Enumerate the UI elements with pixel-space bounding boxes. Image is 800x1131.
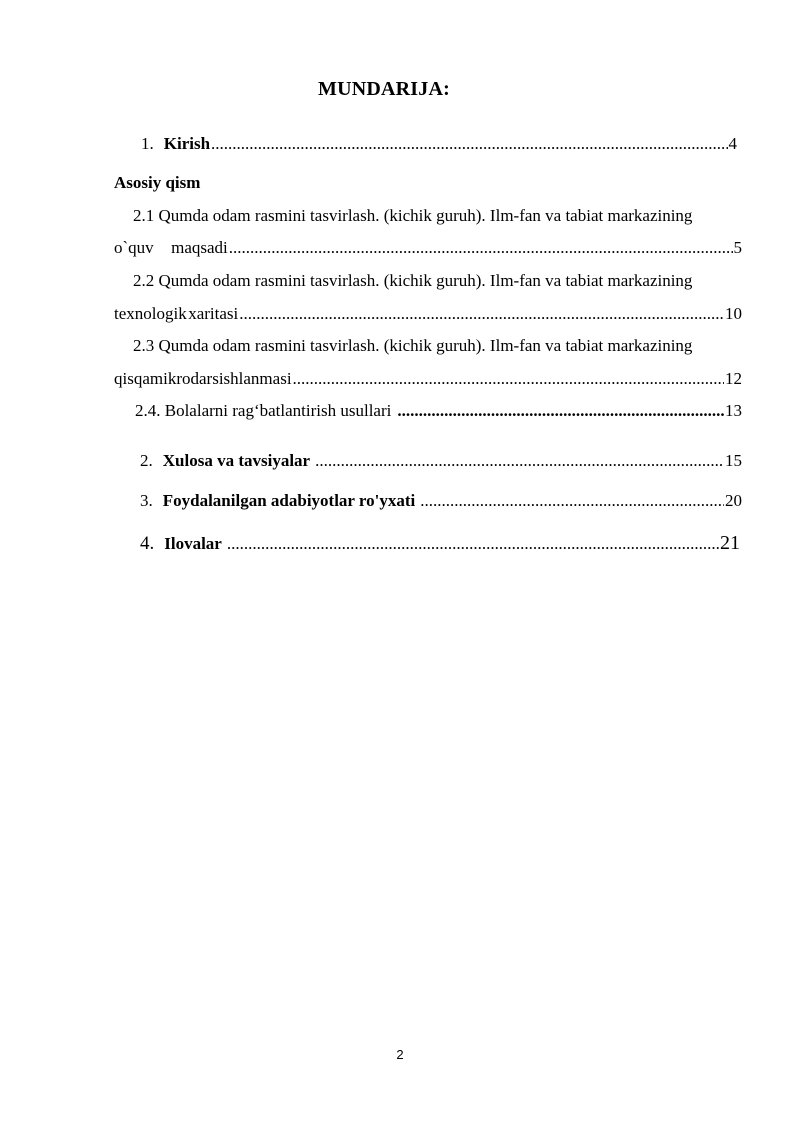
toc-sub-3-word-a: qisqamikrodars (114, 369, 219, 388)
toc-item-page: 20 (725, 491, 742, 510)
toc-sub-3-line1 (133, 336, 742, 356)
toc-sub-1-text: 2.1 Qumda odam rasmini tasvirlash. (kichik guruh). Ilm-fan va tabiat markazining (133, 206, 693, 225)
toc-leader-dots (239, 304, 724, 324)
toc-sub-2-word-b: xaritasi (188, 304, 239, 323)
toc-section-heading: Asosiy qism (114, 173, 201, 192)
toc-sub-4 (135, 401, 742, 421)
toc-item-appendix (140, 533, 740, 554)
toc-leader-dots (315, 451, 724, 471)
toc-sub-1-word-b: maqsadi (171, 238, 228, 257)
toc-sub-2-page: 10 (725, 304, 742, 323)
toc-sub-2-line2 (114, 304, 742, 324)
toc-leader-dots (293, 369, 724, 389)
toc-item-page: 21 (720, 532, 740, 554)
toc-item-number: 4. (140, 533, 155, 554)
toc-leader-dots (397, 401, 724, 421)
toc-sub-3-word-b: ishlanmasi (218, 369, 292, 388)
toc-item-number: 2. (140, 451, 153, 470)
toc-item-page: 15 (725, 451, 742, 470)
toc-sub-3-line2 (114, 369, 742, 389)
toc-sub-1-line1 (133, 206, 742, 226)
toc-leader-dots (229, 238, 733, 258)
page-title: MUNDARIJA: (318, 78, 450, 100)
toc-item-label: Ilovalar (164, 534, 222, 553)
toc-leader-dots (227, 534, 719, 554)
toc-sub-1-line2 (114, 238, 742, 258)
toc-sub-3-text: 2.3 Qumda odam rasmini tasvirlash. (kichik guruh). Ilm-fan va tabiat markazining (133, 336, 693, 355)
toc-sub-4-label: 2.4. Bolalarni rag‘batlantirish usullari (135, 401, 392, 420)
toc-leader-dots (420, 491, 724, 511)
toc-item-references (140, 491, 742, 511)
toc-leader-dots (211, 134, 727, 154)
toc-sub-1-page: 5 (733, 238, 742, 257)
toc-item-page: 4 (728, 134, 737, 153)
toc-sub-4-page: 13 (725, 401, 742, 420)
toc-sub-2-text: 2.2 Qumda odam rasmini tasvirlash. (kichik guruh). Ilm-fan va tabiat markazining (133, 271, 693, 290)
toc-sub-3-page: 12 (725, 369, 742, 388)
toc-item-label: Kirish (163, 134, 211, 153)
toc-item-label: Foydalanilgan adabiyotlar ro'yxati (162, 491, 416, 510)
page-number: 2 (396, 1047, 404, 1062)
toc-item-label: Xulosa va tavsiyalar (162, 451, 311, 470)
toc-item-number: 3. (140, 491, 153, 510)
toc-item-number: 1. (141, 134, 154, 153)
toc-item-intro (141, 134, 737, 154)
toc-sub-2-word-a: texnologik (114, 304, 187, 323)
toc-item-conclusion (140, 451, 742, 471)
toc-sub-2-line1 (133, 271, 742, 291)
toc-sub-1-word-a: o`quv (114, 238, 154, 257)
